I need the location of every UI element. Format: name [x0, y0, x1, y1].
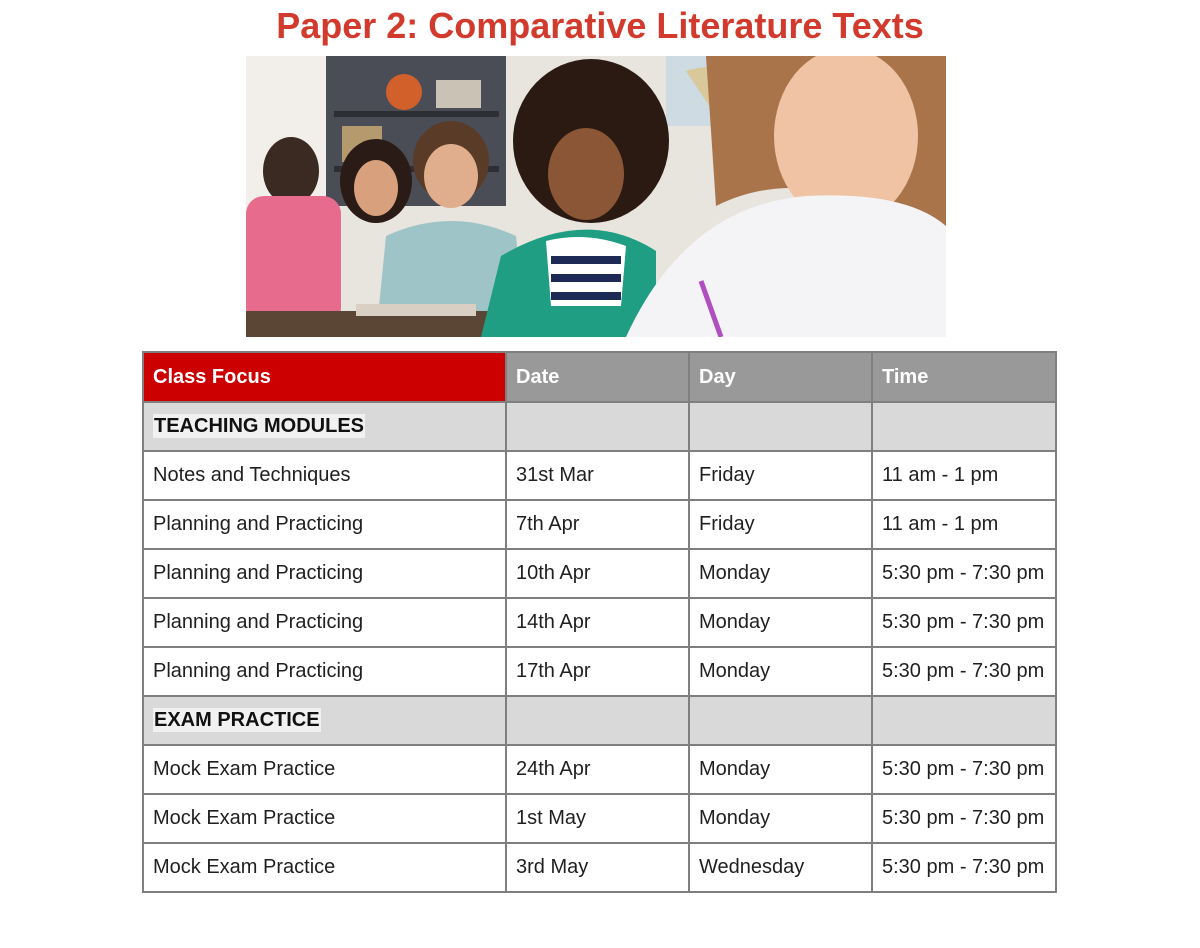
cell-day: Monday — [689, 647, 872, 696]
cell-day: Monday — [689, 794, 872, 843]
table-row — [143, 843, 1056, 892]
cell-date: 1st May — [506, 794, 689, 843]
classroom-photo — [246, 56, 946, 337]
cell-date: 14th Apr — [506, 598, 689, 647]
cell-date: 10th Apr — [506, 549, 689, 598]
cell-class-focus: Mock Exam Practice — [143, 843, 506, 892]
cell-day: Friday — [689, 451, 872, 500]
header-date: Date — [506, 352, 689, 402]
cell-date: 17th Apr — [506, 647, 689, 696]
cell-time: 11 am - 1 pm — [872, 500, 1056, 549]
cell-class-focus: Planning and Practicing — [143, 549, 506, 598]
cell-date: 31st Mar — [506, 451, 689, 500]
cell-class-focus: Planning and Practicing — [143, 598, 506, 647]
cell-class-focus: Planning and Practicing — [143, 647, 506, 696]
cell-day: Wednesday — [689, 843, 872, 892]
table-header-row — [143, 352, 1056, 402]
table-row — [143, 598, 1056, 647]
table-row — [143, 794, 1056, 843]
cell-day: Monday — [689, 549, 872, 598]
table-row — [143, 451, 1056, 500]
table-row — [143, 500, 1056, 549]
section-row-teaching-modules — [143, 402, 1056, 451]
cell-day: Friday — [689, 500, 872, 549]
cell-time: 5:30 pm - 7:30 pm — [872, 647, 1056, 696]
cell-day: Monday — [689, 745, 872, 794]
cell-time: 5:30 pm - 7:30 pm — [872, 794, 1056, 843]
cell-class-focus: Mock Exam Practice — [143, 794, 506, 843]
cell-date: 24th Apr — [506, 745, 689, 794]
section-label: EXAM PRACTICE — [154, 709, 320, 731]
table-row — [143, 745, 1056, 794]
cell-date: 3rd May — [506, 843, 689, 892]
section-row-exam-practice — [143, 696, 1056, 745]
cell-day: Monday — [689, 598, 872, 647]
cell-time: 11 am - 1 pm — [872, 451, 1056, 500]
header-class-focus: Class Focus — [143, 352, 506, 402]
table-row — [143, 549, 1056, 598]
header-day: Day — [689, 352, 872, 402]
cell-class-focus: Mock Exam Practice — [143, 745, 506, 794]
schedule-table — [142, 351, 1057, 893]
cell-date: 7th Apr — [506, 500, 689, 549]
cell-time: 5:30 pm - 7:30 pm — [872, 549, 1056, 598]
header-time: Time — [872, 352, 1056, 402]
cell-time: 5:30 pm - 7:30 pm — [872, 598, 1056, 647]
cell-class-focus: Notes and Techniques — [143, 451, 506, 500]
table-row — [143, 647, 1056, 696]
cell-time: 5:30 pm - 7:30 pm — [872, 745, 1056, 794]
cell-time: 5:30 pm - 7:30 pm — [872, 843, 1056, 892]
section-label: TEACHING MODULES — [154, 415, 364, 437]
page-title: Paper 2: Comparative Literature Texts — [276, 5, 924, 46]
cell-class-focus: Planning and Practicing — [143, 500, 506, 549]
